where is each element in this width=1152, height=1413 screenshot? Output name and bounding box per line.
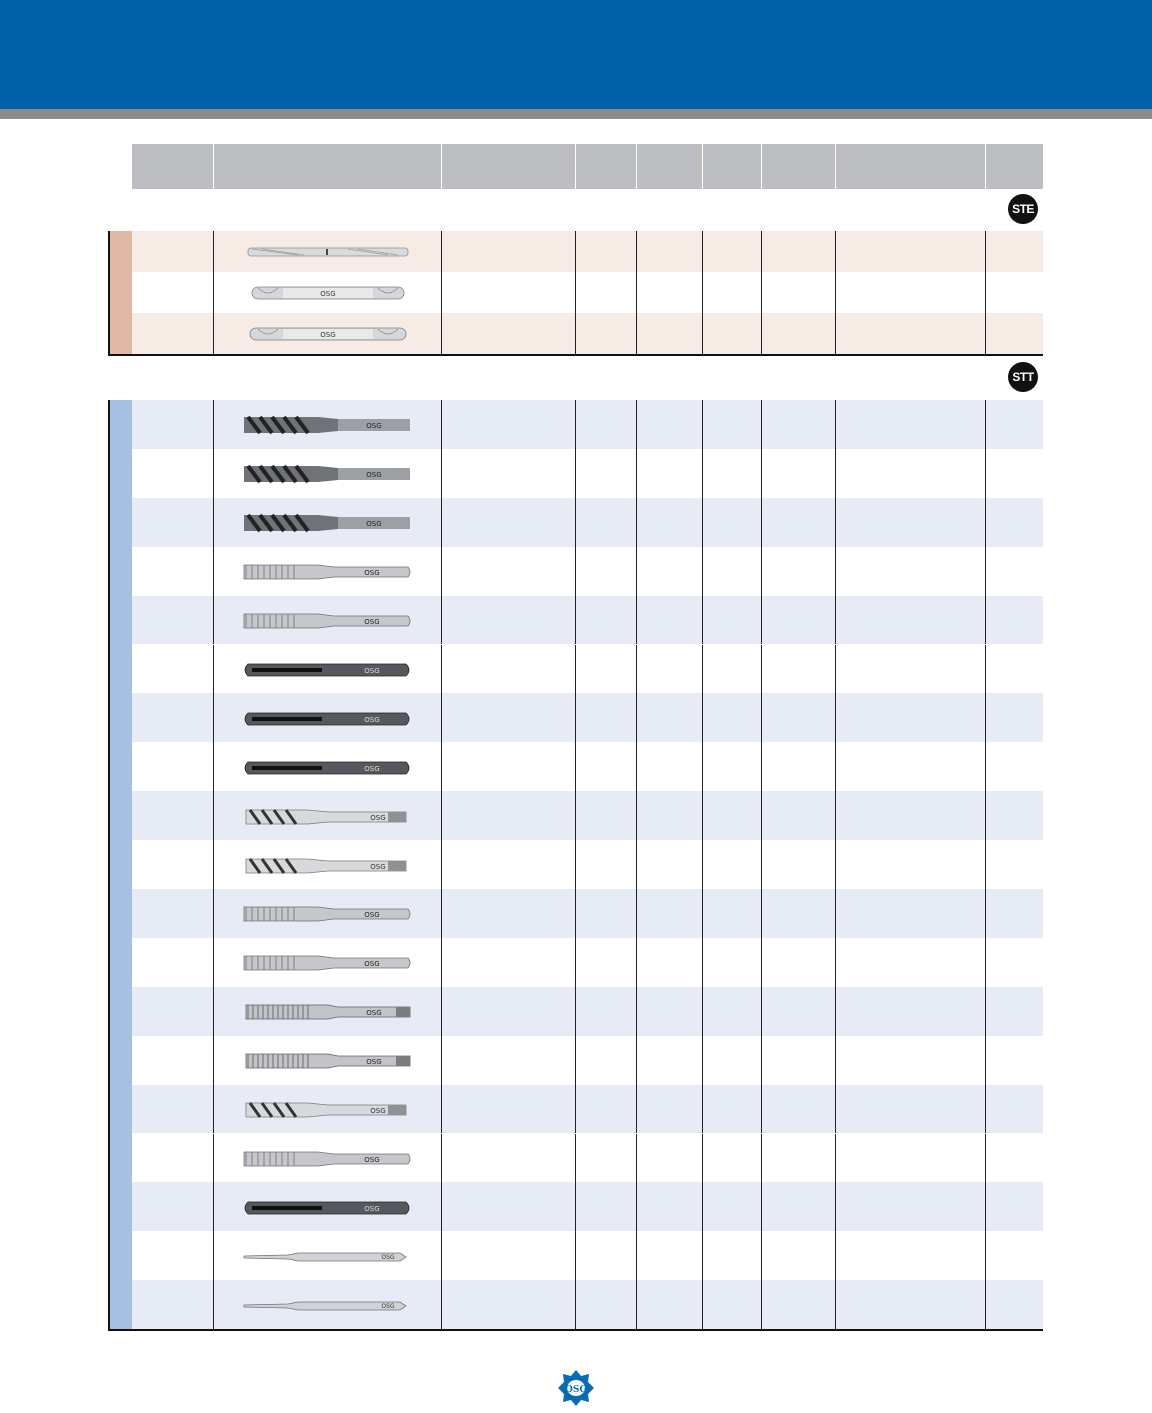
top-banner-shadow [0, 109, 1152, 119]
spiral-flute-tap-icon [238, 850, 418, 880]
table-cell [132, 1134, 214, 1183]
table-cell [762, 987, 836, 1036]
tool-image-cell [214, 547, 442, 596]
table-cell [836, 987, 986, 1036]
table-cell [442, 313, 576, 354]
svg-text:OSG: OSG [380, 1253, 395, 1261]
table-cell [986, 449, 1043, 498]
table-cell [132, 791, 214, 840]
table-row [132, 400, 1043, 449]
section-color-bar [110, 231, 132, 354]
svg-text:OSG: OSG [365, 422, 382, 431]
table-cell [986, 400, 1043, 449]
point-tap-icon [238, 605, 418, 635]
table-row [132, 840, 1043, 889]
table-cell [576, 742, 637, 791]
table-cell [836, 840, 986, 889]
tool-image-cell [214, 272, 442, 313]
svg-text:OSG: OSG [319, 330, 336, 339]
hand-tap-icon [238, 703, 418, 733]
hand-tap-icon [238, 1192, 418, 1222]
header-cell [836, 144, 986, 189]
svg-text:OSG: OSG [365, 1009, 382, 1018]
table-cell [703, 596, 762, 645]
table-cell [637, 645, 703, 694]
table-cell [703, 1085, 762, 1134]
section-color-bar [110, 400, 132, 1329]
table-row [132, 272, 1043, 313]
table-cell [576, 1036, 637, 1085]
table-cell [576, 645, 637, 694]
table-cell [836, 231, 986, 272]
table-cell [637, 938, 703, 987]
table-cell [762, 889, 836, 938]
table-cell [576, 938, 637, 987]
table-row [132, 231, 1043, 272]
table-cell [836, 693, 986, 742]
table-cell [836, 938, 986, 987]
tool-image-cell [214, 645, 442, 694]
table-cell [762, 1280, 836, 1329]
table-header [132, 144, 1043, 189]
tool-image-cell [214, 400, 442, 449]
osg-logo-icon [556, 1368, 596, 1408]
spiral-flute-tap-icon [238, 458, 418, 488]
table-cell [836, 1134, 986, 1183]
table-cell [132, 645, 214, 694]
header-cell [762, 144, 836, 189]
table-cell [986, 1231, 1043, 1280]
table-cell [576, 449, 637, 498]
table-cell [703, 889, 762, 938]
table-cell [576, 791, 637, 840]
table-cell [703, 742, 762, 791]
table-cell [836, 449, 986, 498]
table-cell [132, 693, 214, 742]
table-row [132, 498, 1043, 547]
table-cell [442, 791, 576, 840]
table-cell [442, 1280, 576, 1329]
hand-tap-icon [238, 654, 418, 684]
table-cell [986, 596, 1043, 645]
table-cell [703, 1280, 762, 1329]
spiral-flute-tap-icon [238, 409, 418, 439]
table-cell [762, 1036, 836, 1085]
svg-text:OSG: OSG [319, 289, 336, 298]
table-cell [836, 547, 986, 596]
table-cell [703, 987, 762, 1036]
svg-text:OSG: OSG [365, 1058, 382, 1067]
table-cell [986, 742, 1043, 791]
table-cell [637, 1182, 703, 1231]
table-cell [986, 231, 1043, 272]
roll-form-tap-icon [238, 1045, 418, 1075]
table-cell [762, 1231, 836, 1280]
table-cell [986, 547, 1043, 596]
double-end-ball-mill-icon [238, 278, 418, 308]
table-cell [703, 645, 762, 694]
table-cell [132, 1231, 214, 1280]
table-cell [762, 449, 836, 498]
table-cell [576, 313, 637, 354]
table-cell [762, 313, 836, 354]
table-cell [703, 938, 762, 987]
table-cell [703, 791, 762, 840]
table-cell [762, 742, 836, 791]
spiral-flute-tap-icon [238, 1094, 418, 1124]
table-cell [442, 645, 576, 694]
ste-badge: STE [1008, 194, 1038, 224]
table-cell [836, 1280, 986, 1329]
table-cell [442, 1231, 576, 1280]
table-cell [576, 693, 637, 742]
svg-text:OSG: OSG [363, 911, 380, 920]
table-cell [762, 498, 836, 547]
table-cell [637, 498, 703, 547]
table-cell [762, 272, 836, 313]
svg-text:OSG: OSG [365, 471, 382, 480]
table-cell [637, 840, 703, 889]
table-cell [132, 987, 214, 1036]
roll-form-tap-icon [238, 996, 418, 1026]
table-cell [576, 272, 637, 313]
table-cell [986, 889, 1043, 938]
table-cell [576, 840, 637, 889]
table-cell [576, 1182, 637, 1231]
stt-section [108, 400, 1043, 1331]
tool-image-cell [214, 742, 442, 791]
table-cell [762, 1134, 836, 1183]
table-cell [703, 840, 762, 889]
table-cell [986, 840, 1043, 889]
table-cell [762, 1085, 836, 1134]
tool-image-cell [214, 840, 442, 889]
table-cell [637, 889, 703, 938]
table-cell [703, 231, 762, 272]
table-cell [986, 1134, 1043, 1183]
tool-image-cell [214, 1085, 442, 1134]
table-cell [762, 400, 836, 449]
table-cell [836, 272, 986, 313]
table-cell [762, 791, 836, 840]
table-cell [442, 693, 576, 742]
point-tap-icon [238, 898, 418, 928]
table-cell [637, 547, 703, 596]
table-cell [836, 1231, 986, 1280]
table-cell [576, 889, 637, 938]
table-cell [576, 547, 637, 596]
svg-text:OSG: OSG [369, 862, 386, 871]
table-cell [637, 400, 703, 449]
table-cell [703, 693, 762, 742]
table-cell [762, 547, 836, 596]
svg-text:OSG: OSG [363, 764, 380, 773]
tool-image-cell [214, 791, 442, 840]
table-cell [442, 840, 576, 889]
table-cell [637, 1036, 703, 1085]
svg-text:OSG: OSG [363, 1204, 380, 1213]
table-cell [703, 1182, 762, 1231]
header-cell [214, 144, 442, 189]
header-cell [442, 144, 576, 189]
table-cell [637, 1085, 703, 1134]
ste-section [108, 231, 1043, 356]
table-cell [836, 889, 986, 938]
table-cell [836, 498, 986, 547]
tool-image-cell [214, 313, 442, 354]
table-cell [637, 1134, 703, 1183]
tool-image-cell [214, 889, 442, 938]
table-cell [132, 400, 214, 449]
table-cell [836, 400, 986, 449]
header-cell [132, 144, 214, 189]
tool-image-cell [214, 1280, 442, 1329]
tool-image-cell [214, 1036, 442, 1085]
table-row [132, 313, 1043, 354]
table-cell [442, 1134, 576, 1183]
spiral-flute-tap-icon [238, 507, 418, 537]
table-cell [132, 231, 214, 272]
svg-text:OSG: OSG [369, 813, 386, 822]
table-cell [442, 1036, 576, 1085]
table-cell [132, 547, 214, 596]
table-cell [637, 231, 703, 272]
table-cell [442, 400, 576, 449]
tool-image-cell [214, 1182, 442, 1231]
table-cell [986, 987, 1043, 1036]
tool-image-cell [214, 596, 442, 645]
table-cell [442, 231, 576, 272]
hand-tap-icon [238, 752, 418, 782]
svg-text:OSG: OSG [363, 666, 380, 675]
tool-image-cell [214, 498, 442, 547]
table-row [132, 596, 1043, 645]
table-row [132, 987, 1043, 1036]
table-cell [576, 400, 637, 449]
svg-text:OSG: OSG [564, 1385, 588, 1395]
table-cell [986, 313, 1043, 354]
table-row [132, 742, 1043, 791]
svg-text:OSG: OSG [363, 618, 380, 627]
table-cell [986, 938, 1043, 987]
table-cell [132, 1085, 214, 1134]
table-cell [132, 938, 214, 987]
table-cell [637, 313, 703, 354]
table-cell [986, 272, 1043, 313]
table-cell [986, 645, 1043, 694]
micro-tap-icon [238, 1241, 418, 1271]
table-cell [703, 1134, 762, 1183]
table-row [132, 1280, 1043, 1329]
table-cell [576, 231, 637, 272]
header-cell [703, 144, 762, 189]
table-cell [442, 498, 576, 547]
table-cell [637, 1280, 703, 1329]
table-cell [836, 1182, 986, 1231]
table-cell [986, 1280, 1043, 1329]
table-cell [836, 742, 986, 791]
table-cell [703, 313, 762, 354]
svg-text:OSG: OSG [380, 1302, 395, 1310]
svg-text:OSG: OSG [369, 1107, 386, 1116]
table-cell [132, 313, 214, 354]
table-cell [986, 1182, 1043, 1231]
table-cell [576, 498, 637, 547]
tool-image-cell [214, 693, 442, 742]
table-cell [762, 693, 836, 742]
svg-text:OSG: OSG [363, 1155, 380, 1164]
table-cell [576, 1231, 637, 1280]
table-cell [442, 1182, 576, 1231]
table-cell [576, 987, 637, 1036]
table-cell [442, 596, 576, 645]
table-cell [836, 1036, 986, 1085]
table-row [132, 791, 1043, 840]
table-cell [703, 272, 762, 313]
stt-badge: STT [1008, 362, 1038, 392]
table-cell [442, 938, 576, 987]
table-cell [986, 1085, 1043, 1134]
spiral-flute-tap-icon [238, 801, 418, 831]
header-cell [637, 144, 703, 189]
table-cell [836, 1085, 986, 1134]
table-cell [132, 889, 214, 938]
header-cell [986, 144, 1043, 189]
table-cell [762, 938, 836, 987]
top-banner [0, 0, 1152, 109]
table-cell [132, 1036, 214, 1085]
table-cell [132, 272, 214, 313]
table-cell [637, 272, 703, 313]
table-cell [637, 449, 703, 498]
tool-image-cell [214, 938, 442, 987]
table-row [132, 645, 1043, 694]
table-cell [703, 449, 762, 498]
micro-tap-icon [238, 1290, 418, 1320]
svg-text:OSG: OSG [363, 569, 380, 578]
table-cell [637, 693, 703, 742]
table-cell [442, 272, 576, 313]
table-cell [576, 596, 637, 645]
table-row [132, 693, 1043, 742]
table-cell [762, 840, 836, 889]
table-cell [576, 1085, 637, 1134]
table-row [132, 889, 1043, 938]
table-cell [442, 449, 576, 498]
table-cell [637, 987, 703, 1036]
table-cell [703, 400, 762, 449]
table-row [132, 449, 1043, 498]
table-cell [986, 693, 1043, 742]
point-tap-icon [238, 556, 418, 586]
table-cell [132, 1182, 214, 1231]
table-cell [442, 742, 576, 791]
table-cell [132, 742, 214, 791]
table-cell [576, 1280, 637, 1329]
svg-text:OSG: OSG [363, 960, 380, 969]
tool-image-cell [214, 987, 442, 1036]
point-tap-icon [238, 1143, 418, 1173]
table-cell [637, 742, 703, 791]
table-cell [132, 1280, 214, 1329]
table-cell [132, 449, 214, 498]
table-cell [132, 498, 214, 547]
tool-image-cell [214, 231, 442, 272]
table-cell [442, 889, 576, 938]
table-cell [132, 596, 214, 645]
table-cell [986, 498, 1043, 547]
table-cell [762, 645, 836, 694]
table-cell [637, 791, 703, 840]
table-cell [762, 231, 836, 272]
svg-text:OSG: OSG [363, 715, 380, 724]
table-cell [836, 791, 986, 840]
table-row [132, 938, 1043, 987]
table-cell [703, 1036, 762, 1085]
double-end-ball-mill-icon [238, 319, 418, 349]
table-cell [836, 645, 986, 694]
table-row [132, 547, 1043, 596]
table-cell [637, 1231, 703, 1280]
table-cell [637, 596, 703, 645]
table-row [132, 1134, 1043, 1183]
table-cell [703, 547, 762, 596]
table-cell [442, 547, 576, 596]
svg-text:OSG: OSG [365, 520, 382, 529]
table-row [132, 1182, 1043, 1231]
table-cell [132, 840, 214, 889]
header-cell [576, 144, 637, 189]
table-cell [703, 498, 762, 547]
table-cell [836, 313, 986, 354]
point-tap-icon [238, 947, 418, 977]
table-cell [442, 1085, 576, 1134]
table-row [132, 1231, 1043, 1280]
table-cell [986, 791, 1043, 840]
table-cell [703, 1231, 762, 1280]
tool-image-cell [214, 449, 442, 498]
table-row [132, 1085, 1043, 1134]
double-end-drill-icon [238, 237, 418, 267]
table-cell [576, 1134, 637, 1183]
table-row [132, 1036, 1043, 1085]
table-cell [762, 1182, 836, 1231]
table-cell [836, 596, 986, 645]
table-cell [442, 987, 576, 1036]
tool-image-cell [214, 1231, 442, 1280]
table-cell [986, 1036, 1043, 1085]
tool-image-cell [214, 1134, 442, 1183]
table-cell [762, 596, 836, 645]
